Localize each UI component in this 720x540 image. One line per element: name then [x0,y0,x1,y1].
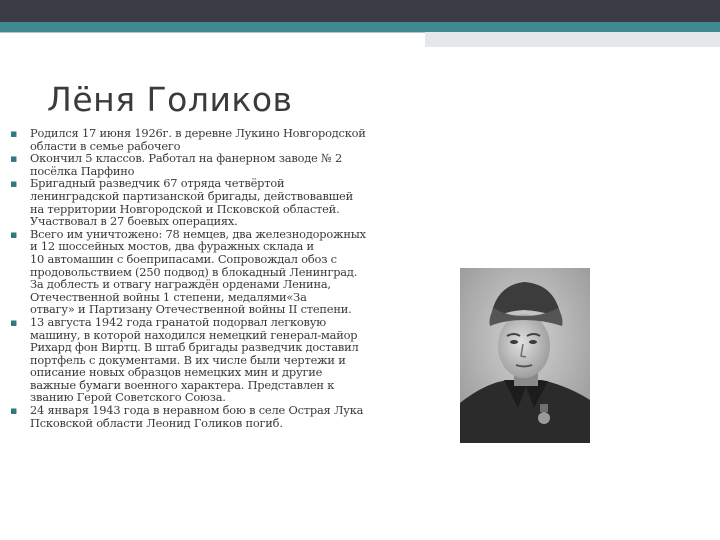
bullet-text: Родился 17 июня 1926г. в деревне Лукино Новгородской области в семье рабочего [30,126,366,153]
bullet-item [10,404,410,429]
bullet-icon: ▪ [10,404,18,418]
portrait-photo [460,268,590,443]
bullet-text: Бригадный разведчик 67 отряда четвёртой ленинградской партизанской бригады, действовавшей на территории Новгородской и Псковской областей. Участвовал в 27 боевых операциях. [30,176,353,229]
bullet-item [10,152,410,177]
bullet-icon: ▪ [10,177,18,191]
bullet-icon: ▪ [10,227,18,241]
bullet-item [10,177,410,227]
bullet-item [10,228,410,316]
top-right-decor [425,32,720,47]
bullet-icon: ▪ [10,152,18,166]
top-decor-bar [0,0,720,22]
bullet-item [10,127,410,152]
bullet-text: 13 августа 1942 года гранатой подорвал легковую машину, в которой находился немецкий генерал-майор Рихард фон Виртц. В штаб бригады разведчик доставил портфель с документами. В их числе были чертежи и описание новых образцов немецких мин и другие важные бумаги военного характера. Представлен к званию Герой Советского Союза. [30,314,359,405]
slide-title: Лёня Голиков [47,80,293,119]
top-accent-bar [0,22,720,32]
bullet-icon: ▪ [10,127,18,140]
bullet-text: Окончил 5 классов. Работал на фанерном заводе № 2 посёлка Парфино [30,151,343,178]
bullet-text: Всего им уничтожено: 78 немцев, два железнодорожных и 12 шоссейных мостов, два фуражных склада и 10 автомашин с боеприпасами. Сопровождал обоз с продовольствием (250 подвод) в блокадный Ленинград. За доблесть и отвагу награждён орденами Ленина, Отечественной войны 1 степени, медалями«За отвагу» и Партизану Отечественной войны II степени. [30,226,366,317]
bullet-icon: ▪ [10,315,18,329]
bullet-list [10,127,410,429]
portrait-image [460,268,590,443]
bullet-item [10,316,410,404]
bullet-text: 24 января 1943 года в неравном бою в селе Острая Лука Псковской области Леонид Голиков погиб. [30,403,364,430]
